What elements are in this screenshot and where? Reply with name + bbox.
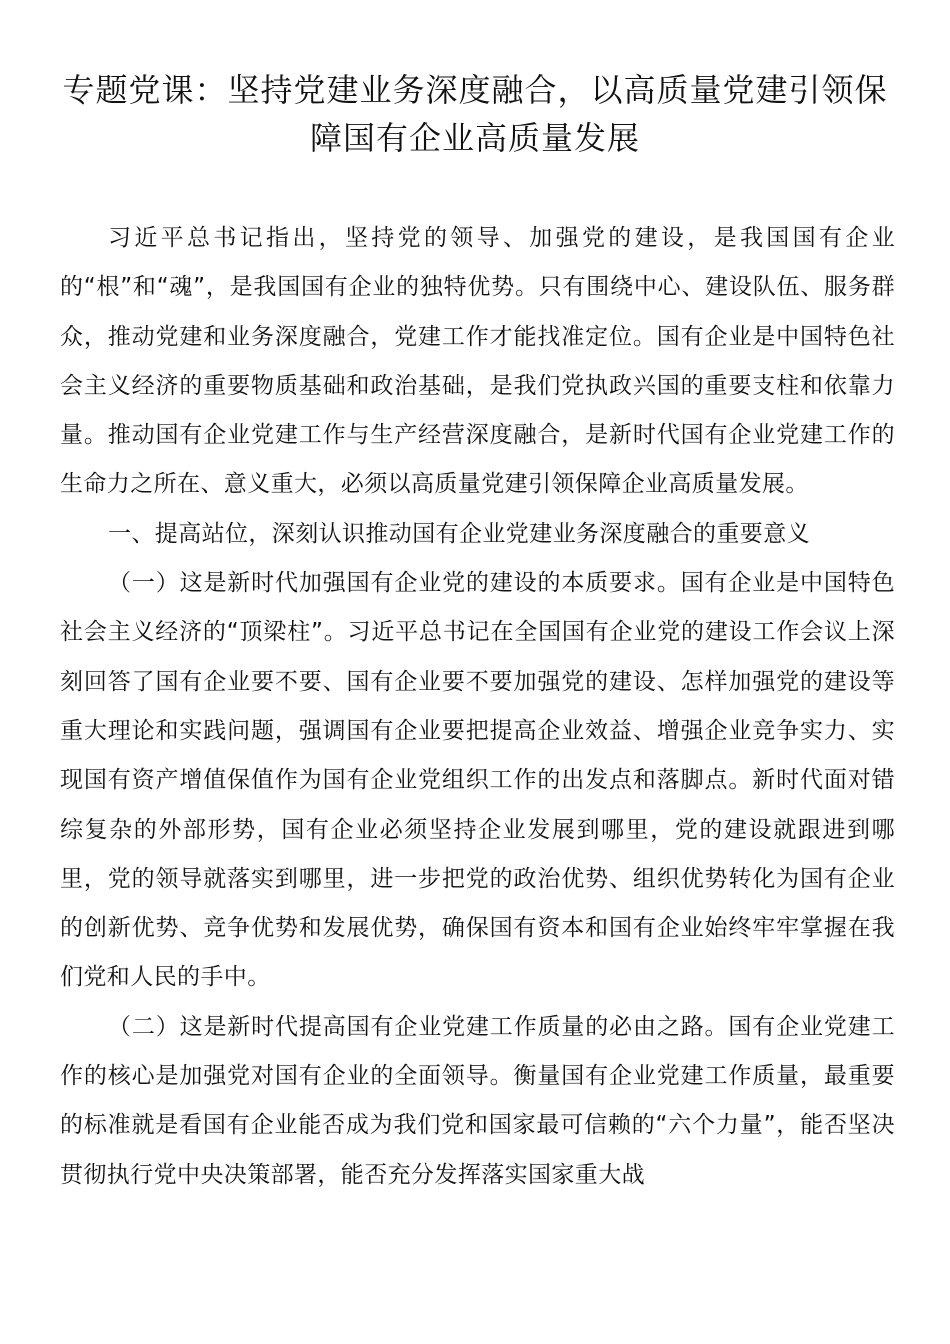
paragraph-point-1: （一）这是新时代加强国有企业党的建设的本质要求。国有企业是中国特色社会主义经济的“顶梁柱”。习近平总书记在全国国有企业党的建设工作会议上深刻回答了国有企业要不要、国有企业要不要加强党的建设、怎样加强党的建设等重大理论和实践问题，强调国有企业要把提高企业效益、增强企业竞争实力、实现国有资产增值保值作为国有企业党组织工作的出发点和落脚点。新时代面对错综复杂的外部形势，国有企业必须坚持企业发展到哪里，党的建设就跟进到哪里，党的领导就落实到哪里，进一步把党的政治优势、组织优势转化为国有企业的创新优势、竞争优势和发展优势，确保国有资本和国有企业始终牢牢掌握在我们党和人民的手中。 <box>60 570 895 991</box>
document-title: 专题党课：坚持党建业务深度融合，以高质量党建引领保障国有企业高质量发展 <box>62 71 888 157</box>
paragraph-intro: 习近平总书记指出，坚持党的领导、加强党的建设，是我国国有企业的“根”和“魂”，是我国国有企业的独特优势。只有围绕中心、建设队伍、服务群众，推动党建和业务深度融合，党建工作才能找准定位。国有企业是中国特色社会主义经济的重要物质基础和政治基础，是我们党执政兴国的重要支柱和依靠力量。推动国有企业党建工作与生产经营深度融合，是新时代国有企业党建工作的生命力之所在、意义重大，必须以高质量党建引领保障企业高质量发展。 <box>60 225 895 498</box>
document-body <box>60 214 895 1200</box>
section-heading-1: 一、提高站位，深刻认识推动国有企业党建业务深度融合的重要意义 <box>108 520 810 547</box>
paragraph-point-2: （二）这是新时代提高国有企业党建工作质量的必由之路。国有企业党建工作的核心是加强党对国有企业的全面领导。衡量国有企业党建工作质量，最重要的标准就是看国有企业能否成为我们党和国家最可信赖的“六个力量”，能否坚决贯彻执行党中央决策部署，能否充分发挥落实国家重大战 <box>60 1013 895 1188</box>
